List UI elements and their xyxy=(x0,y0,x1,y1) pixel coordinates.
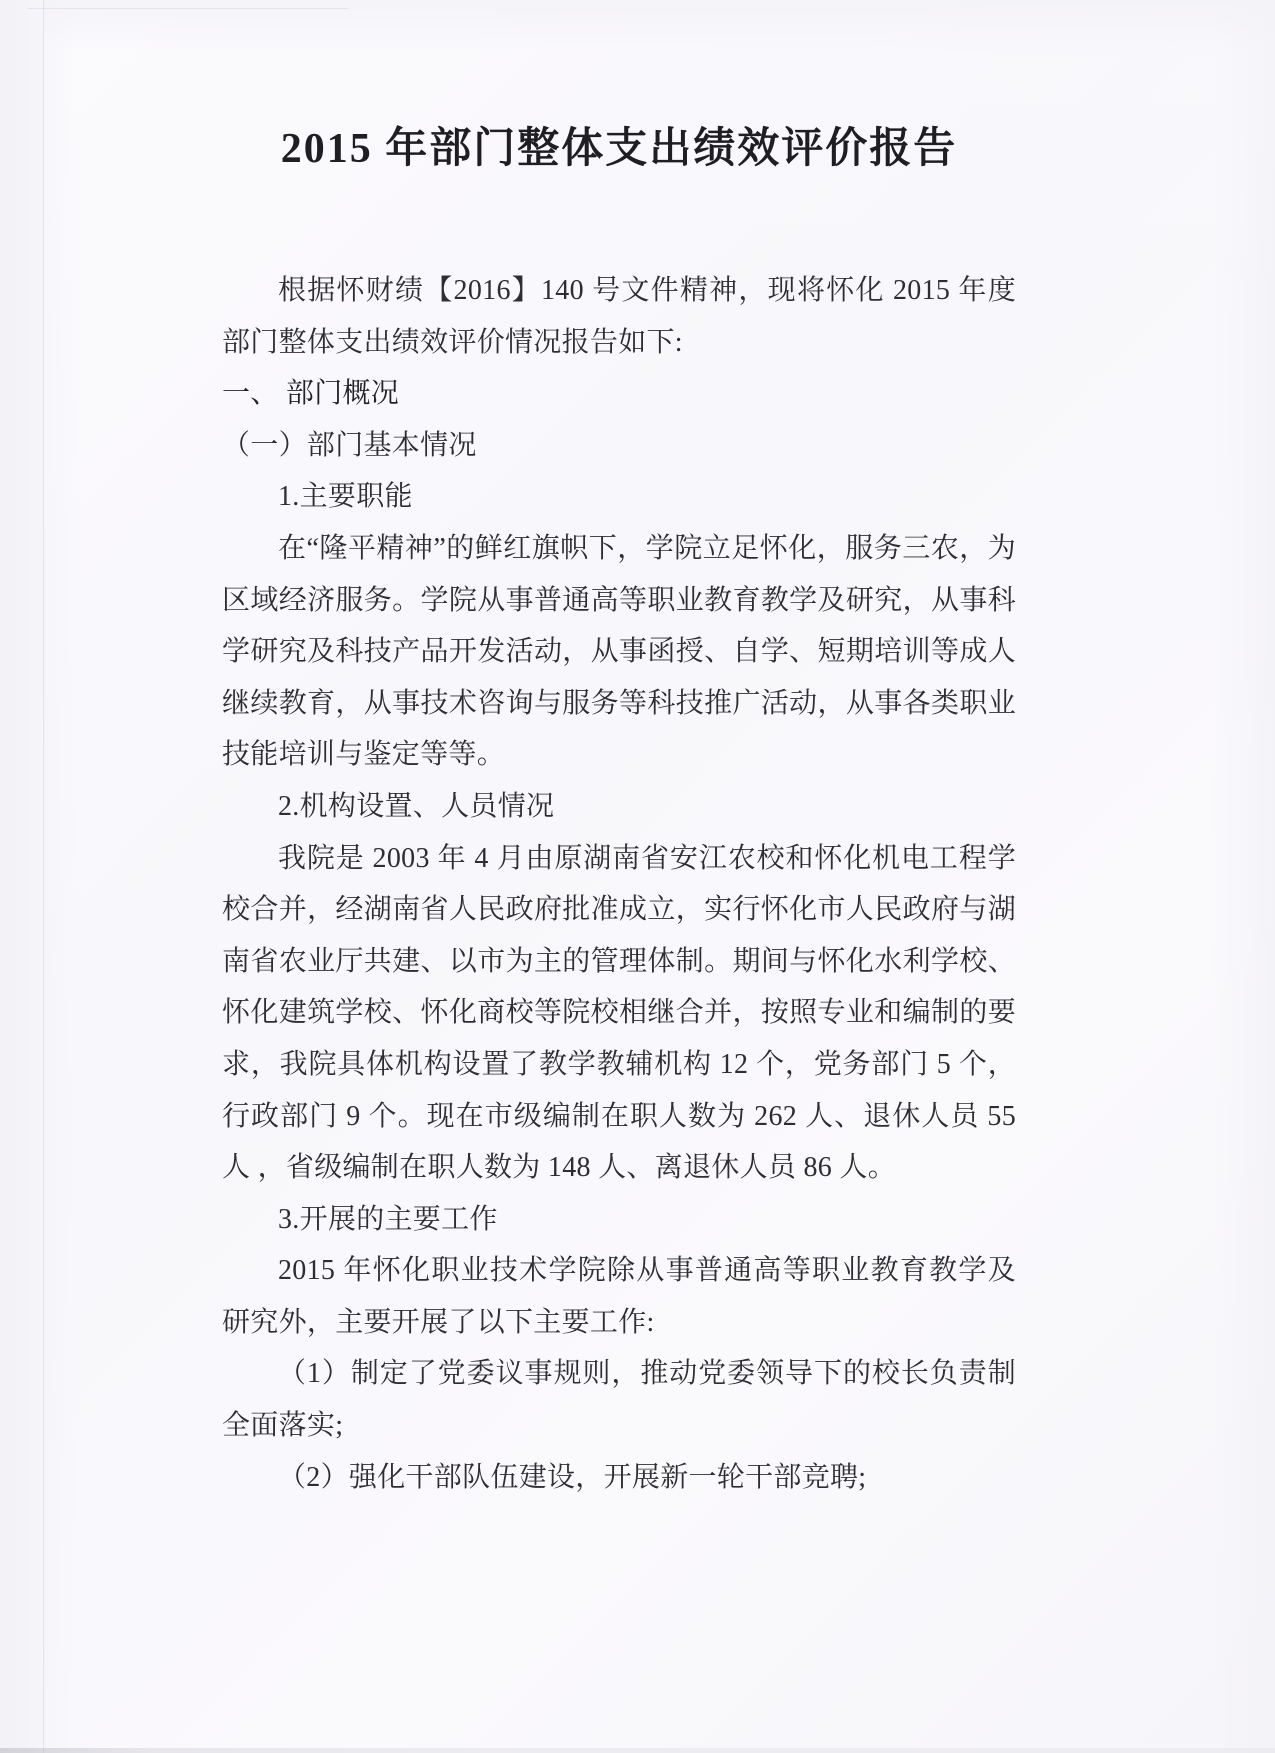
paper-bottom-edge-shadow xyxy=(0,1748,1275,1753)
work-item-1: （1）制定了党委议事规则，推动党委领导下的校长负责制全面落实; xyxy=(222,1358,1016,1442)
document-title: 2015 年部门整体支出绩效评价报告 xyxy=(280,126,958,172)
item-3-heading: 3.开展的主要工作 xyxy=(278,1203,498,1235)
item-1-heading: 1.主要职能 xyxy=(278,481,413,513)
item-2-heading: 2.机构设置、人员情况 xyxy=(278,790,555,822)
document-body xyxy=(222,118,1016,1503)
paper-left-edge-line xyxy=(43,0,44,1753)
item-1-body: 在“隆平精神”的鲜红旗帜下，学院立足怀化，服务三农，为区域经济服务。学院从事普通高等职业教育教学及研究，从事科学研究及科技产品开发活动，从事函授、自学、短期培训等成人继续教育，从事技术咨询与服务等科技推广活动，从事各类职业技能培训与鉴定等等。 xyxy=(222,532,1016,771)
item-2-body: 我院是 2003 年 4 月由原湖南省安江农校和怀化机电工程学校合并，经湖南省人民政府批准成立，实行怀化市人民政府与湖南省农业厅共建、以市为主的管理体制。期间与怀化水利学校、怀化建筑学校、怀化商校等院校相继合并，按照专业和编制的要求，我院具体机构设置了教学教辅机构 12 个，党务部门 5 个，行政部门 9 个。现在市级编制在职人数为 262 人、退休人员 55 人 ，省级编制在职人数为 148 人、离退休人员 86 人。 xyxy=(222,842,1016,1184)
paper-left-margin-shade xyxy=(0,0,43,1753)
work-item-2: （2）强化干部队伍建设，开展新一轮干部竞聘; xyxy=(278,1461,867,1493)
intro-paragraph: 根据怀财绩【2016】140 号文件精神，现将怀化 2015 年度部门整体支出绩效评价情况报告如下: xyxy=(222,275,1016,358)
paper-top-edge-line xyxy=(28,8,348,9)
subsection-1-heading: （一）部门基本情况 xyxy=(222,429,477,461)
section-1-heading: 一、 部门概况 xyxy=(222,378,400,410)
item-3-body: 2015 年怀化职业技术学院除从事普通高等职业教育教学及研究外，主要开展了以下主要工作: xyxy=(222,1255,1016,1338)
